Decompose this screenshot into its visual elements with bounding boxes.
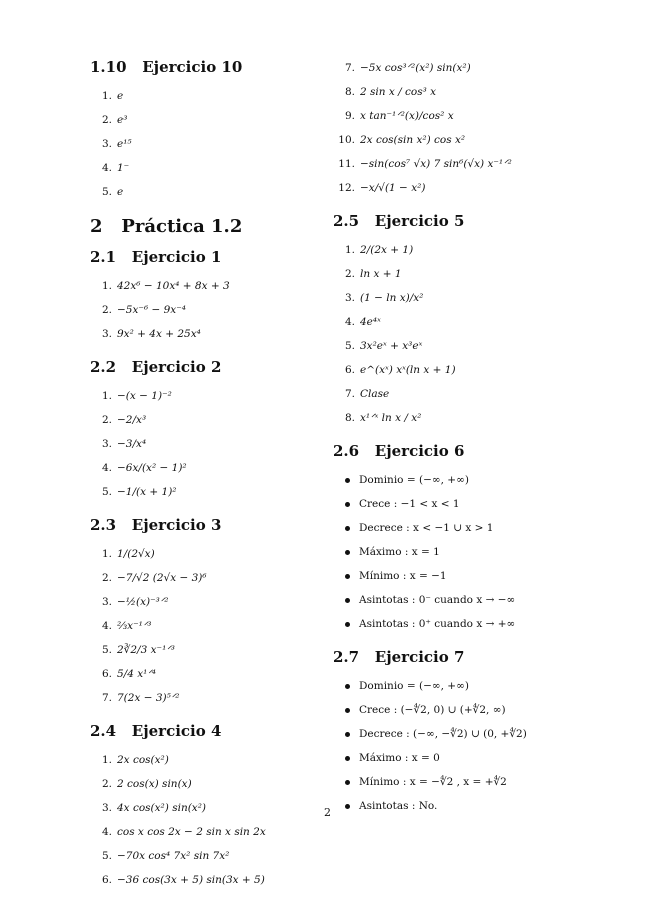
list-item: 12. −x/√(1 − x²) <box>338 182 426 194</box>
list-item: 1. −(x − 1)⁻² <box>101 390 172 402</box>
section-number: 2.2 <box>90 358 117 376</box>
bullet-dot-icon <box>345 478 350 483</box>
section-title: Ejercicio 2 <box>131 358 222 376</box>
list-item: 1. 2x cos(x²) <box>101 754 169 766</box>
list-item: 2. e³ <box>101 114 128 126</box>
bullet-dot-icon <box>345 780 350 785</box>
bullet-dot-icon <box>345 732 350 737</box>
section-heading-2-3 <box>90 514 320 536</box>
section-number: 2.7 <box>333 648 360 666</box>
section-title: Ejercicio 10 <box>142 58 243 76</box>
bullet-list-2-7 <box>333 674 633 818</box>
section-number: 2.4 <box>90 722 117 740</box>
list-item: 6. 5/4 x¹ᐟ⁴ <box>101 668 157 680</box>
bullet-list-2-6 <box>333 468 633 636</box>
list-item: 6. −36 cos(3x + 5) sin(3x + 5) <box>101 874 265 886</box>
list-item: 3. 4x cos(x²) sin(x²) <box>101 802 207 814</box>
list-2-3 <box>90 542 320 710</box>
list-item: 4. ⅔x⁻¹ᐟ³ <box>101 620 152 632</box>
bullet-item: Crece : (−∜2, 0) ∪ (+∜2, ∞) <box>333 698 633 722</box>
bullet-item: Mínimo : x = −∜2 , x = +∜2 <box>333 770 633 794</box>
bullet-dot-icon <box>345 598 350 603</box>
list-item: 2. ln x + 1 <box>344 268 402 280</box>
list-item: 2. 2 cos(x) sin(x) <box>101 778 192 790</box>
bullet-dot-icon <box>345 502 350 507</box>
bullet-item: Asintotas : No. <box>333 794 633 818</box>
list-item: 1. 42x⁶ − 10x⁴ + 8x + 3 <box>101 280 230 292</box>
bullet-item: Mínimo : x = −1 <box>333 564 633 588</box>
section-title: Ejercicio 7 <box>374 648 465 666</box>
bullet-item: Asintotas : 0⁺ cuando x → +∞ <box>333 612 633 636</box>
list-2-1 <box>90 274 320 346</box>
list-item: 3. 9x² + 4x + 25x⁴ <box>101 328 201 340</box>
list-item: 3. e¹⁵ <box>101 138 132 150</box>
list-item: 2. −5x⁻⁶ − 9x⁻⁴ <box>101 304 186 316</box>
bullet-item: Asintotas : 0⁻ cuando x → −∞ <box>333 588 633 612</box>
list-item: 4. cos x cos 2x − 2 sin x sin 2x <box>101 826 266 838</box>
list-2-4 <box>90 748 320 892</box>
chapter-number: 2 <box>90 216 103 237</box>
section-number: 2.3 <box>90 516 117 534</box>
section-title: Ejercicio 1 <box>131 248 222 266</box>
list-2-4-continued <box>333 56 633 200</box>
list-item: 1. e <box>101 90 124 102</box>
list-item: 8. 2 sin x / cos³ x <box>344 86 437 98</box>
bullet-dot-icon <box>345 526 350 531</box>
list-1-10 <box>90 84 320 204</box>
bullet-item: Dominio = (−∞, +∞) <box>333 674 633 698</box>
bullet-item: Decrece : x < −1 ∪ x > 1 <box>333 516 633 540</box>
list-item: 10. 2x cos(sin x²) cos x² <box>338 134 466 146</box>
bullet-dot-icon <box>345 708 350 713</box>
list-item: 11. −sin(cos⁷ √x) 7 sin⁶(√x) x⁻¹ᐟ² <box>338 158 512 170</box>
list-item: 6. e^(xˣ) xˣ(ln x + 1) <box>344 364 456 376</box>
list-item: 5. 2∛2/3 x⁻¹ᐟ³ <box>101 644 175 656</box>
bullet-item: Crece : −1 < x < 1 <box>333 492 633 516</box>
section-heading-2-6 <box>333 440 633 462</box>
section-title: Ejercicio 5 <box>374 212 465 230</box>
right-column <box>333 56 633 828</box>
list-item: 5. −1/(x + 1)² <box>101 486 177 498</box>
list-2-5 <box>333 238 633 430</box>
list-item: 1. 1/(2√x) <box>101 548 155 560</box>
list-item: 8. x¹ᐟˣ ln x / x² <box>344 412 422 424</box>
section-heading-2-7 <box>333 646 633 668</box>
chapter-heading-2 <box>90 214 320 240</box>
list-item: 7. Clase <box>344 388 390 400</box>
bullet-item: Máximo : x = 0 <box>333 746 633 770</box>
list-item: 2. −2/x³ <box>101 414 147 426</box>
section-number: 2.1 <box>90 248 117 266</box>
left-column <box>90 56 320 902</box>
list-item: 1. 2/(2x + 1) <box>344 244 414 256</box>
bullet-dot-icon <box>345 684 350 689</box>
list-item: 7. 7(2x − 3)⁵ᐟ² <box>101 692 180 704</box>
bullet-dot-icon <box>345 574 350 579</box>
bullet-dot-icon <box>345 622 350 627</box>
section-title: Ejercicio 6 <box>374 442 465 460</box>
section-number: 1.10 <box>90 58 127 76</box>
list-item: 4. 1⁻ <box>101 162 130 174</box>
list-item: 2. −7/√2 (2√x − 3)⁶ <box>101 572 207 584</box>
bullet-item: Dominio = (−∞, +∞) <box>333 468 633 492</box>
list-item: 4. −6x/(x² − 1)² <box>101 462 187 474</box>
section-heading-1-10 <box>90 56 320 78</box>
section-title: Ejercicio 3 <box>131 516 222 534</box>
section-heading-2-1 <box>90 246 320 268</box>
section-heading-2-4 <box>90 720 320 742</box>
bullet-dot-icon <box>345 756 350 761</box>
list-item: 9. x tan⁻¹ᐟ²(x)/cos² x <box>344 110 454 122</box>
list-item: 5. 3x²eˣ + x³eˣ <box>344 340 423 352</box>
section-number: 2.6 <box>333 442 360 460</box>
section-number: 2.5 <box>333 212 360 230</box>
section-title: Ejercicio 4 <box>131 722 222 740</box>
chapter-title: Práctica 1.2 <box>121 216 243 237</box>
list-item: 5. e <box>101 186 124 198</box>
section-heading-2-2 <box>90 356 320 378</box>
list-item: 3. −3/x⁴ <box>101 438 147 450</box>
bullet-item: Máximo : x = 1 <box>333 540 633 564</box>
list-item: 4. 4e⁴ˣ <box>344 316 381 328</box>
list-2-2 <box>90 384 320 504</box>
list-item: 3. (1 − ln x)/x² <box>344 292 424 304</box>
bullet-dot-icon <box>345 550 350 555</box>
list-item: 5. −70x cos⁴ 7x² sin 7x² <box>101 850 230 862</box>
list-item: 7. −5x cos³ᐟ²(x²) sin(x²) <box>344 62 471 74</box>
page-number: 2 <box>324 806 331 819</box>
section-heading-2-5 <box>333 210 633 232</box>
list-item: 3. −½(x)⁻³ᐟ² <box>101 596 169 608</box>
bullet-item: Decrece : (−∞, −∜2) ∪ (0, +∜2) <box>333 722 633 746</box>
